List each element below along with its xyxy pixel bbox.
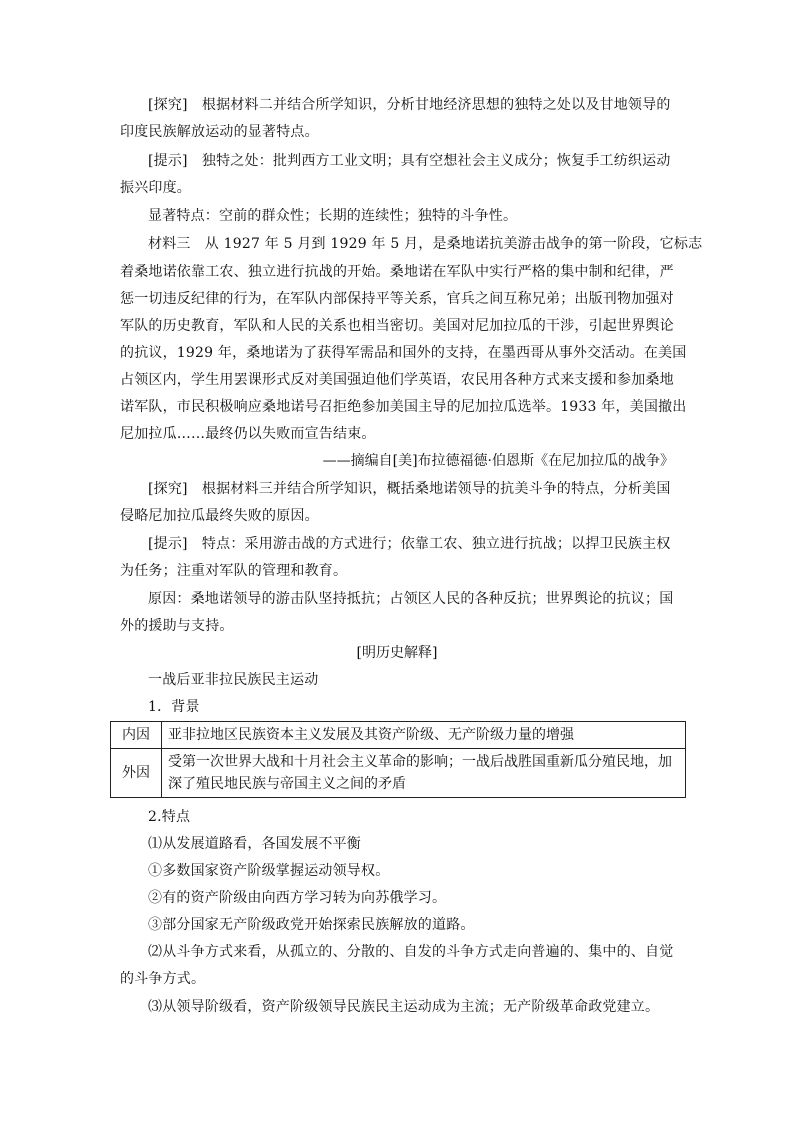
- material-3-line-8: 尼加拉瓜……最终仍以失败而宣告结束。: [120, 426, 376, 442]
- material-3-line-4: 军队的历史教育，军队和人民的关系也相当密切。美国对尼加拉瓜的干涉，引起世界舆论: [120, 318, 674, 334]
- section-title: [明历史解释]: [356, 645, 438, 661]
- feature-3: ⑶从领导阶级看，资产阶级领导民族民主运动成为主流；无产阶级革命政党建立。: [148, 999, 660, 1015]
- hint-3-reasons-line-1: 原因：桑地诺领导的游击队坚持抵抗；占领区人民的各种反抗；世界舆论的抗议；国: [148, 591, 674, 607]
- external-cause-text: 受第一次世界大战和十月社会主义革命的影响；一战后战胜国重新瓜分殖民地，加深了殖民地民族与帝国主义之间的矛盾: [162, 749, 686, 798]
- inquiry-3-line-1: [探究] 根据材料三并结合所学知识，概括桑地诺领导的抗美斗争的特点，分析美国: [148, 481, 671, 497]
- hint-2-line-1: [提示] 独特之处：批判西方工业文明；具有空想社会主义成分；恢复手工纺织运动: [148, 153, 671, 169]
- feature-2-line-1: ⑵从斗争方式来看，从孤立的、分散的、自发的斗争方式走向普遍的、集中的、自觉: [148, 944, 674, 960]
- material-3-line-3: 惩一切违反纪律的行为，在军队内部保持平等关系，官兵之间互称兄弟；出版刊物加强对: [120, 291, 674, 307]
- feature-1: ⑴从发展道路看，各国发展不平衡: [148, 836, 361, 852]
- hint-3-reasons-line-2: 外的援助与支持。: [120, 618, 234, 634]
- hint-3-line-1: [提示] 特点：采用游击战的方式进行；依靠工农、独立进行抗战；以捍卫民族主权: [148, 536, 671, 552]
- table-row: [111, 722, 686, 749]
- hint-2-features: 显著特点：空前的群众性；长期的连续性；独特的斗争性。: [148, 208, 518, 224]
- background-table: [110, 721, 686, 798]
- inquiry-2-line-1: [探究] 根据材料二并结合所学知识，分析甘地经济思想的独特之处以及甘地领导的: [148, 97, 671, 113]
- material-3-line-6: 占领区内，学生用罢课形式反对美国强迫他们学英语，农民用各种方式来支援和参加桑地: [120, 372, 674, 388]
- feature-1-item-2: ②有的资产阶级由向西方学习转为向苏俄学习。: [148, 890, 447, 906]
- features-heading: 2.特点: [148, 809, 191, 825]
- internal-cause-text: 亚非拉地区民族资本主义发展及其资产阶级、无产阶级力量的增强: [162, 722, 686, 749]
- material-3-line-2: 着桑地诺依靠工农、独立进行抗战的开始。桑地诺在军队中实行严格的集中制和纪律，严: [120, 264, 674, 280]
- material-3-line-5: 的抗议，1929 年，桑地诺为了获得军需品和国外的支持，在墨西哥从事外交活动。在美国: [120, 345, 687, 361]
- table-row: [111, 749, 686, 798]
- inquiry-2-line-2: 印度民族解放运动的显著特点。: [120, 124, 319, 140]
- topic-heading: 一战后亚非拉民族民主运动: [148, 672, 319, 688]
- material-3-source: ——摘编自[美]布拉德福德·伯恩斯《在尼加拉瓜的战争》: [322, 453, 674, 469]
- feature-1-item-1: ①多数国家资产阶级掌握运动领导权。: [148, 863, 390, 879]
- external-cause-header: 外因: [111, 749, 162, 798]
- material-3-line-1: 材料三 从 1927 年 5 月到 1929 年 5 月，是桑地诺抗美游击战争的第一阶段，它标志: [148, 236, 703, 252]
- hint-3-line-2: 为任务；注重对军队的管理和教育。: [120, 563, 348, 579]
- feature-1-item-3: ③部分国家无产阶级政党开始探索民族解放的道路。: [148, 917, 475, 933]
- material-3-line-7: 诺军队，市民积极响应桑地诺号召拒绝参加美国主导的尼加拉瓜选举。1933 年，美国撤出: [120, 399, 687, 415]
- internal-cause-header: 内因: [111, 722, 162, 749]
- hint-2-line-2: 振兴印度。: [120, 180, 191, 196]
- inquiry-3-line-2: 侵略尼加拉瓜最终失败的原因。: [120, 508, 319, 524]
- feature-2-line-2: 的斗争方式。: [120, 971, 206, 987]
- background-heading: 1．背景: [148, 699, 200, 715]
